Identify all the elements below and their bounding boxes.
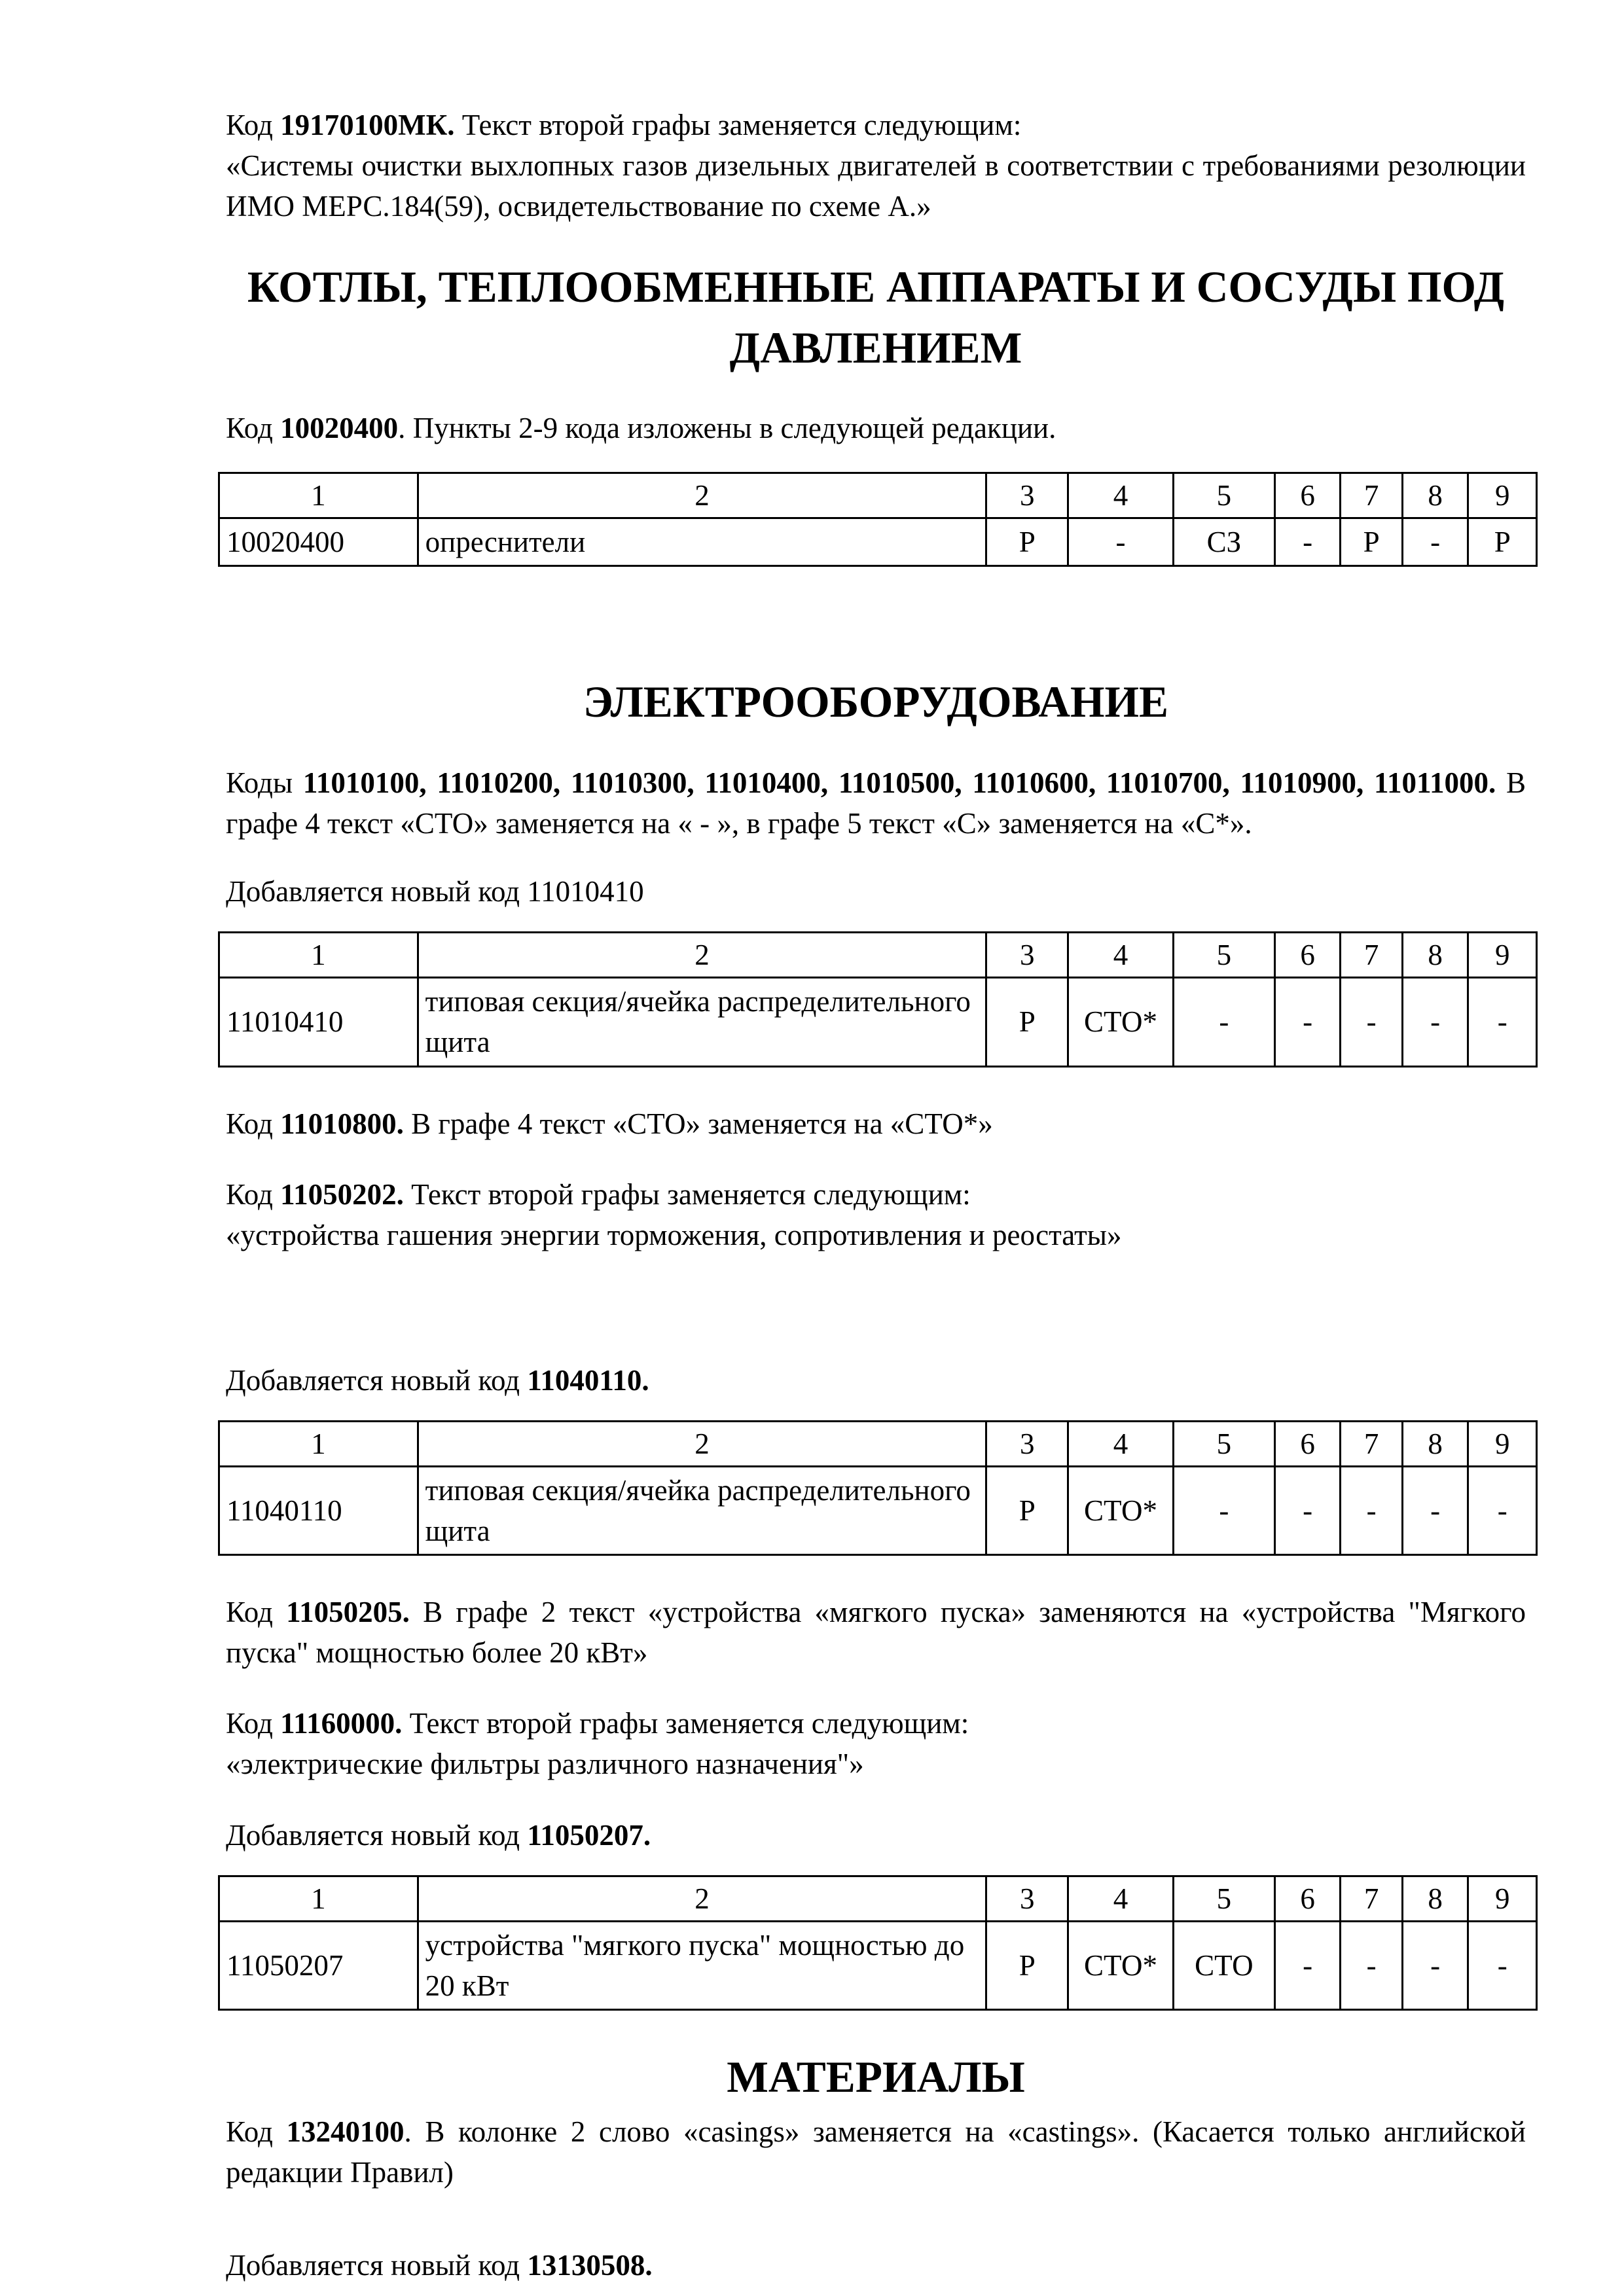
cell-code: 10020400: [219, 518, 418, 565]
para-lead: Коды: [226, 766, 303, 799]
cell-value: Р: [986, 1921, 1068, 2009]
table-header-cell: 4: [1068, 933, 1174, 978]
para-code-11160000-quote: «электрические фильтры различного назначения"»: [226, 1748, 864, 1781]
para-code-19170100mk: [226, 105, 1526, 145]
cell-value: Р: [986, 978, 1068, 1066]
table-header-row: [219, 1876, 1537, 1921]
para-new-code-13130508: [226, 2245, 1526, 2286]
cell-value: -: [1341, 1921, 1403, 2009]
para-rest: Текст второй графы заменяется следующим:: [402, 1707, 969, 1740]
para-lead: Код: [226, 411, 281, 444]
cell-name: типовая секция/ячейка распределительного щита: [418, 1467, 986, 1555]
table-header-cell: 3: [986, 1876, 1068, 1921]
table-header-row: [219, 933, 1537, 978]
table-header-cell: 4: [1068, 473, 1174, 518]
section-heading-boilers: КОТЛЫ, ТЕПЛООБМЕННЫЕ АППАРАТЫ И СОСУДЫ ПОД ДАВЛЕНИЕМ: [247, 262, 1505, 373]
cell-value: Р: [1468, 518, 1537, 565]
table-header-cell: 5: [1173, 1876, 1274, 1921]
table-header-cell: 6: [1274, 1876, 1341, 1921]
para-code-bold: 11160000.: [280, 1707, 403, 1740]
para-rest: . В колонке 2 слово «casings» заменяется на «castings». (Касается только английской редакции Правил): [226, 2115, 1526, 2189]
table-header-row: [219, 1421, 1537, 1466]
cell-code: 11050207: [219, 1921, 418, 2009]
table-header-cell: 7: [1341, 1876, 1403, 1921]
para-lead: Код: [226, 1177, 281, 1211]
cell-value: -: [1173, 1467, 1274, 1555]
cell-value: -: [1468, 1467, 1537, 1555]
para-rest: Текст второй графы заменяется следующим:: [403, 1177, 971, 1211]
cell-code: 11040110: [219, 1467, 418, 1555]
cell-value: -: [1274, 978, 1341, 1066]
table-header-cell: 9: [1468, 473, 1537, 518]
table-row: [219, 518, 1537, 565]
table-row: [219, 1921, 1537, 2009]
table-header-cell: 4: [1068, 1421, 1174, 1466]
section-heading-electrical: ЭЛЕКТРООБОРУДОВАНИЕ: [583, 677, 1169, 726]
cell-value: -: [1341, 1467, 1403, 1555]
section-heading-materials: МАТЕРИАЛЫ: [727, 2052, 1025, 2102]
table-header-cell: 6: [1274, 473, 1341, 518]
para-code-13240100: [226, 2111, 1526, 2193]
table-header-cell: 7: [1341, 933, 1403, 978]
cell-value: -: [1274, 518, 1341, 565]
table-header-cell: 1: [219, 1421, 418, 1466]
para-new-code-11010410: Добавляется новый код 11010410: [226, 875, 644, 908]
table-header-cell: 8: [1402, 933, 1468, 978]
table-header-cell: 7: [1341, 1421, 1403, 1466]
cell-value: -: [1173, 978, 1274, 1066]
table-header-cell: 8: [1402, 473, 1468, 518]
table-header-cell: 6: [1274, 933, 1341, 978]
cell-value: Р: [1341, 518, 1403, 565]
para-code-bold: 13130508.: [527, 2249, 653, 2282]
para-code-bold: 11050205.: [286, 1596, 410, 1629]
para-lead: Код: [226, 2115, 287, 2149]
para-code-11010800: [226, 1103, 1526, 1144]
cell-value: -: [1468, 978, 1537, 1066]
cell-value: -: [1341, 978, 1403, 1066]
para-code-11160000: [226, 1703, 1526, 1744]
table-header-cell: 9: [1468, 933, 1537, 978]
table-header-cell: 3: [986, 473, 1068, 518]
para-lead: Код: [226, 1707, 281, 1740]
cell-value: -: [1402, 518, 1468, 565]
cell-value: СТО*: [1068, 1467, 1174, 1555]
table-row: [219, 978, 1537, 1066]
para-new-code-11050207: [226, 1815, 1526, 1856]
cell-name: устройства "мягкого пуска" мощностью до 20 кВт: [418, 1921, 986, 2009]
table-row: [219, 1467, 1537, 1555]
cell-value: -: [1274, 1467, 1341, 1555]
table-header-cell: 1: [219, 1876, 418, 1921]
cell-value: -: [1068, 518, 1174, 565]
para-code-bold: 10020400: [280, 411, 399, 444]
table-header-cell: 2: [418, 933, 986, 978]
para-code-19170100mk-quote: «Системы очистки выхлопных газов дизельных двигателей в соответствии с требованиями резолюции ИМО МЕРС.184(59), освидетельствование по схеме А.»: [226, 149, 1526, 223]
para-lead: Код: [226, 1107, 281, 1140]
cell-value: -: [1274, 1921, 1341, 2009]
table-header-cell: 5: [1173, 933, 1274, 978]
para-codes-list: [226, 762, 1526, 844]
para-code-bold: 11050202.: [280, 1177, 404, 1211]
para-lead: Код: [226, 109, 281, 141]
para-code-bold: 13240100: [286, 2115, 405, 2149]
para-rest: . Пункты 2-9 кода изложены в следующей редакции.: [398, 411, 1056, 444]
para-code-bold: 19170100МК.: [280, 109, 455, 141]
para-rest: Текст второй графы заменяется следующим:: [454, 109, 1022, 141]
cell-code: 11010410: [219, 978, 418, 1066]
cell-value: Р: [986, 518, 1068, 565]
table-header-row: [219, 473, 1537, 518]
table-header-cell: 1: [219, 933, 418, 978]
code-table-11040110: [218, 1420, 1538, 1556]
para-lead: Добавляется новый код: [226, 1818, 528, 1852]
cell-value: СТО*: [1068, 1921, 1174, 2009]
cell-value: -: [1402, 1467, 1468, 1555]
cell-value: СТО: [1173, 1921, 1274, 2009]
para-rest: В графе 4 текст «СТО» заменяется на «СТО*»: [403, 1107, 993, 1140]
table-header-cell: 5: [1173, 473, 1274, 518]
para-code-bold: 11050207.: [527, 1818, 651, 1852]
table-header-cell: 1: [219, 473, 418, 518]
para-lead: Код: [226, 1596, 287, 1629]
table-header-cell: 9: [1468, 1876, 1537, 1921]
table-header-cell: 8: [1402, 1876, 1468, 1921]
para-code-11050202: [226, 1174, 1526, 1215]
table-header-cell: 8: [1402, 1421, 1468, 1466]
para-code-11050205: [226, 1592, 1526, 1673]
code-table-11050207: [218, 1875, 1538, 2011]
cell-value: СЗ: [1173, 518, 1274, 565]
cell-value: -: [1468, 1921, 1537, 2009]
para-new-code-11040110: [226, 1360, 1526, 1401]
table-header-cell: 9: [1468, 1421, 1537, 1466]
cell-value: СТО*: [1068, 978, 1174, 1066]
table-header-cell: 7: [1341, 473, 1403, 518]
para-code-bold: 11010800.: [280, 1107, 404, 1140]
para-rest: В графе 2 текст «устройства «мягкого пуска» заменяются на «устройства "Мягкого пуска" мощностью более 20 кВт»: [226, 1596, 1526, 1670]
table-header-cell: 2: [418, 473, 986, 518]
cell-name: типовая секция/ячейка распределительного щита: [418, 978, 986, 1066]
cell-value: -: [1402, 978, 1468, 1066]
para-code-bold: 11010100, 11010200, 11010300, 11010400, 11010500, 11010600, 11010700, 11010900, 11011000.: [302, 766, 1496, 799]
code-table-10020400: [218, 472, 1538, 567]
table-header-cell: 6: [1274, 1421, 1341, 1466]
table-header-cell: 5: [1173, 1421, 1274, 1466]
cell-value: Р: [986, 1467, 1068, 1555]
table-header-cell: 3: [986, 1421, 1068, 1466]
para-lead: Добавляется новый код: [226, 2249, 528, 2282]
code-table-11010410: [218, 931, 1538, 1067]
table-header-cell: 2: [418, 1876, 986, 1921]
para-lead: Добавляется новый код: [226, 1363, 528, 1397]
cell-name: опреснители: [418, 518, 986, 565]
table-header-cell: 2: [418, 1421, 986, 1466]
para-code-10020400: [226, 408, 1526, 448]
para-code-11050202-quote: «устройства гашения энергии торможения, сопротивления и реостаты»: [226, 1218, 1122, 1251]
table-header-cell: 4: [1068, 1876, 1174, 1921]
table-header-cell: 3: [986, 933, 1068, 978]
para-rest: В графе 4 текст «СТО» заменяется на « - », в графе 5 текст «С» заменяется на «С*».: [226, 766, 1526, 840]
cell-value: -: [1402, 1921, 1468, 2009]
para-code-bold: 11040110.: [527, 1363, 649, 1397]
